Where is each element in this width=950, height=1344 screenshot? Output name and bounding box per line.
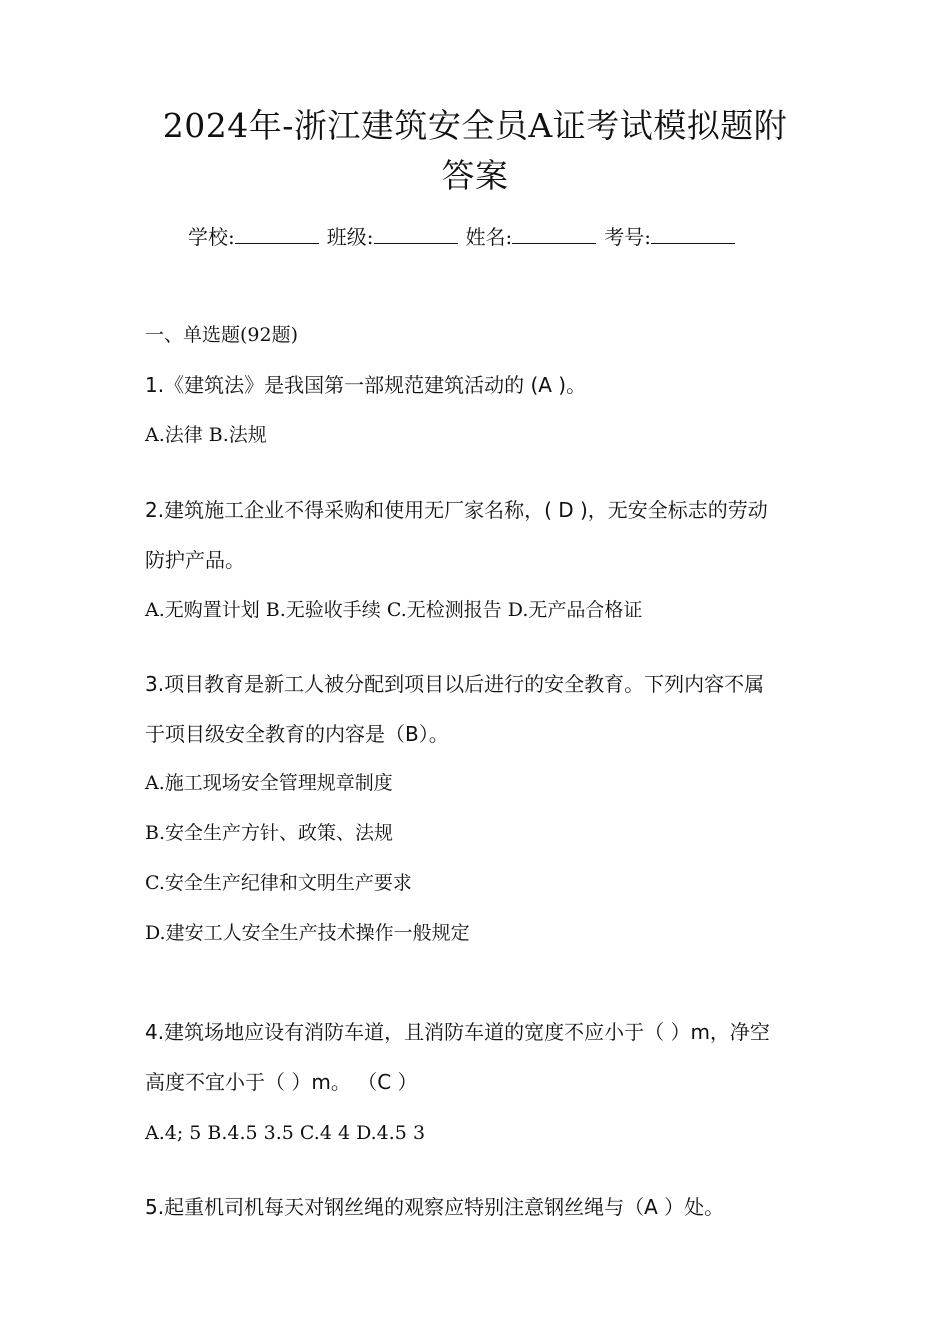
question-3-stem-continued: 于项目级安全教育的内容是（B）。 — [145, 722, 449, 746]
info-name-label: 姓名: — [465, 225, 513, 249]
question-4-options: A.4; 5 B.4.5 3.5 C.4 4 D.4.5 3 — [145, 1122, 426, 1144]
question-4-stem: 4.建筑场地应设有消防车道，且消防车道的宽度不应小于（ ）m，净空 — [145, 1020, 770, 1044]
question-3-stem: 3.项目教育是新工人被分配到项目以后进行的安全教育。下列内容不属 — [145, 672, 765, 696]
section-heading: 一、单选题(92题) — [145, 324, 299, 346]
info-school-label: 学校: — [188, 225, 235, 249]
question-3-option-a: A.施工现场安全管理规章制度 — [145, 772, 393, 794]
question-3-option-b: B.安全生产方针、政策、法规 — [145, 822, 394, 844]
info-school-blank — [235, 225, 319, 244]
question-3-option-c: C.安全生产纪律和文明生产要求 — [145, 872, 412, 894]
question-2-stem: 2.建筑施工企业不得采购和使用无厂家名称，( D )，无安全标志的劳动 — [145, 498, 768, 522]
student-info-row — [188, 222, 828, 252]
question-2-stem-continued: 防护产品。 — [145, 548, 245, 572]
info-name-blank — [512, 225, 596, 244]
info-class-blank — [374, 225, 458, 244]
document-title: 2024年-浙江建筑安全员A证考试模拟题附 — [162, 106, 788, 145]
question-3-option-d: D.建安工人安全生产技术操作一般规定 — [145, 922, 470, 944]
question-1-options: A.法律 B.法规 — [145, 424, 267, 446]
question-2-options: A.无购置计划 B.无验收手续 C.无检测报告 D.无产品合格证 — [145, 599, 643, 621]
info-exam-number-blank — [651, 225, 735, 244]
info-class-label: 班级: — [326, 225, 374, 249]
question-1-stem: 1.《建筑法》是我国第一部规范建筑活动的 (A )。 — [145, 373, 587, 397]
question-4-stem-continued: 高度不宜小于（ ）m。 （C ） — [145, 1070, 418, 1094]
document-title-continued: 答案 — [441, 156, 509, 195]
info-exam-number-label: 考号: — [604, 225, 651, 249]
question-5-stem: 5.起重机司机每天对钢丝绳的观察应特别注意钢丝绳与（A ）处。 — [145, 1195, 725, 1219]
